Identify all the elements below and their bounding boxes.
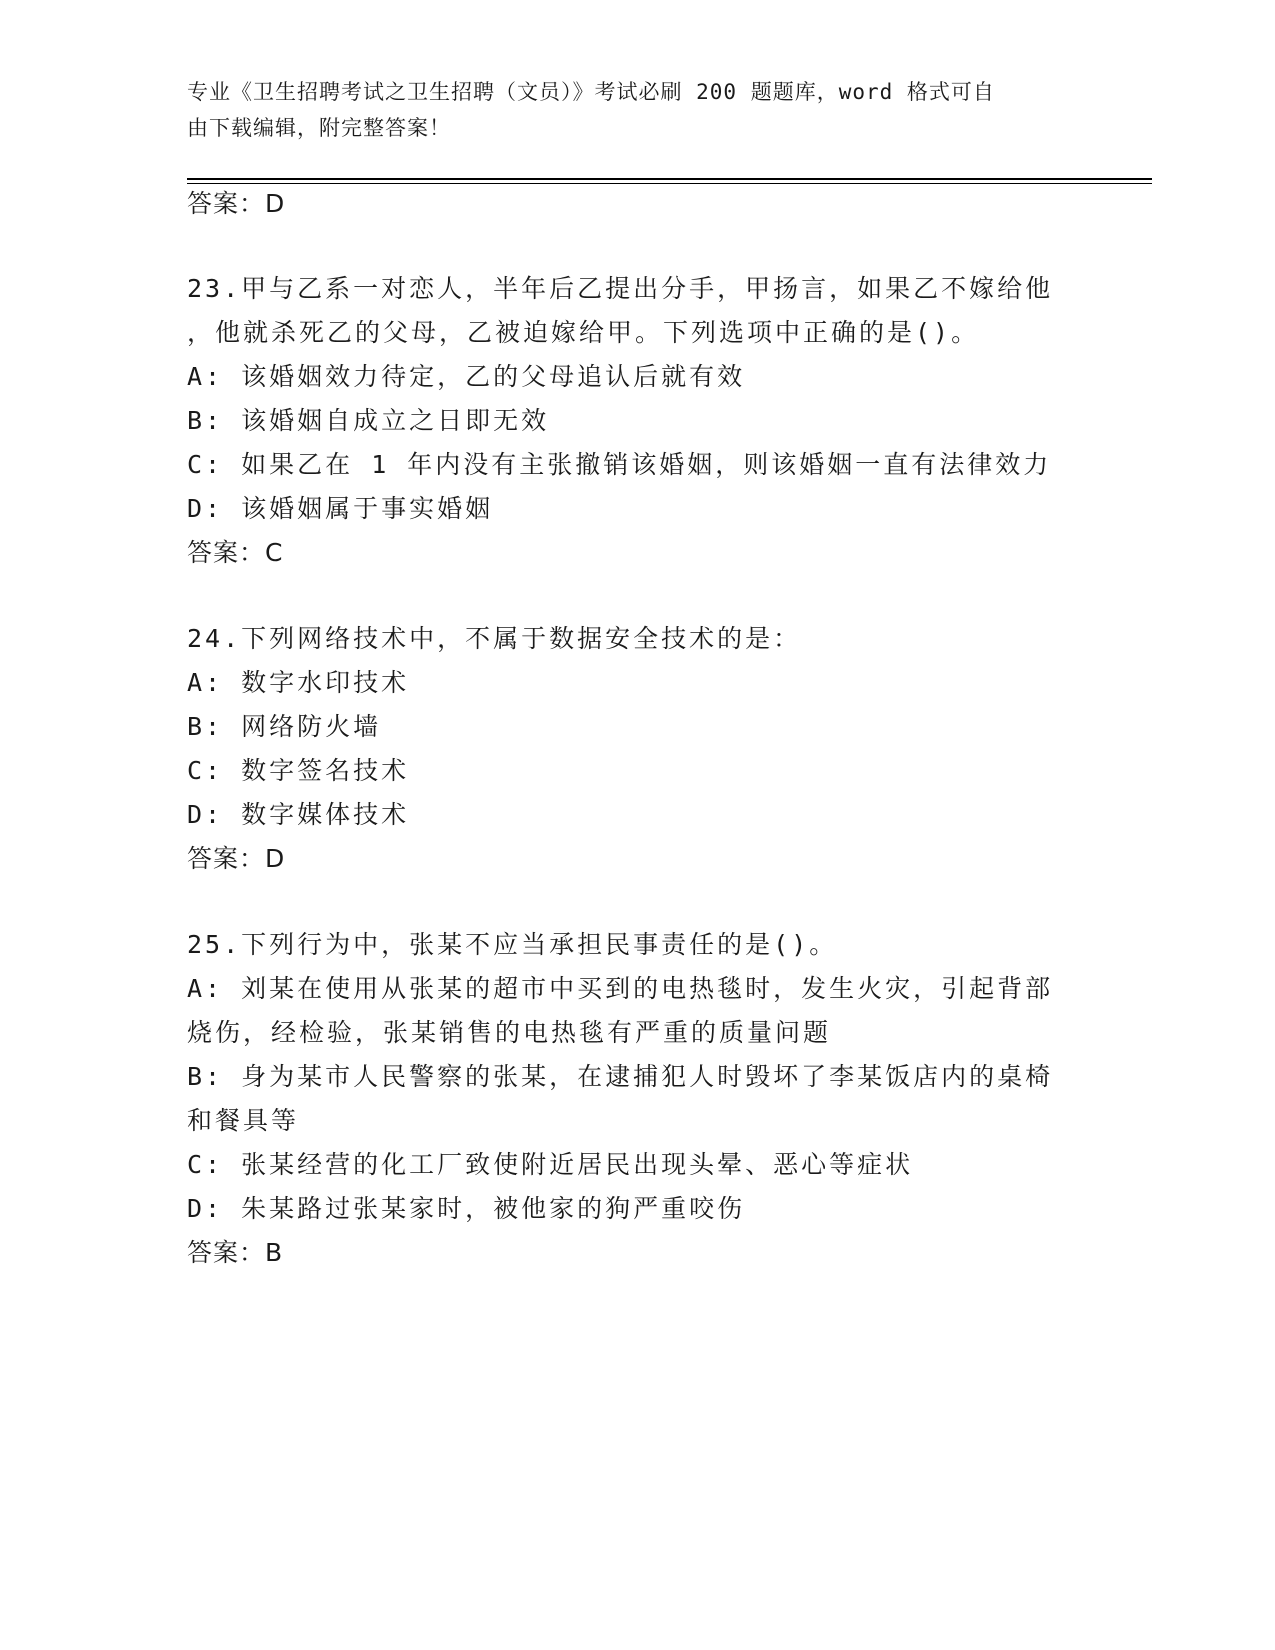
- q25-option-d: D: 朱某路过张某家时，被他家的狗严重咬伤: [187, 1194, 746, 1223]
- q25-option-c: C: 张某经营的化工厂致使附近居民出现头晕、恶心等症状: [187, 1150, 914, 1179]
- document-header: [187, 74, 1067, 146]
- q25-answer: 答案：B: [187, 1238, 284, 1267]
- q25-option-b-line-1: B: 身为某市人民警察的张某，在逮捕犯人时毁坏了李某饭店内的桌椅: [187, 1062, 1054, 1091]
- q25-option-a-line-1: A: 刘某在使用从张某的超市中买到的电热毯时，发生火灾，引起背部: [187, 974, 1054, 1003]
- q24-option-a: A: 数字水印技术: [187, 668, 410, 697]
- q25-option-a-line-2: 烧伤，经检验，张某销售的电热毯有严重的质量问题: [187, 1018, 832, 1047]
- q25-stem: 25.下列行为中，张某不应当承担民事责任的是()。: [187, 930, 838, 959]
- header-line-2: 由下载编辑，附完整答案！: [187, 116, 451, 140]
- answer-22: 答案：D: [187, 189, 286, 218]
- q23-stem-line-1: 23.甲与乙系一对恋人，半年后乙提出分手，甲扬言，如果乙不嫁给他: [187, 274, 1054, 303]
- q25-option-b-line-2: 和餐具等: [187, 1106, 300, 1135]
- q23-stem-line-2: ，他就杀死乙的父母，乙被迫嫁给甲。下列选项中正确的是()。: [187, 318, 980, 347]
- q23-option-b: B: 该婚姻自成立之日即无效: [187, 406, 550, 435]
- header-rule-thin: [187, 183, 1152, 184]
- q24-option-c: C: 数字签名技术: [187, 756, 410, 785]
- q24-answer: 答案：D: [187, 844, 286, 873]
- header-line-1: 专业《卫生招聘考试之卫生招聘（文员）》考试必刷 200 题题库，word 格式可自: [187, 80, 995, 104]
- q23-option-d: D: 该婚姻属于事实婚姻: [187, 494, 494, 523]
- q23-answer: 答案：C: [187, 538, 284, 567]
- header-rule-thick: [187, 178, 1152, 180]
- q24-option-b: B: 网络防火墙: [187, 712, 382, 741]
- q24-stem: 24.下列网络技术中，不属于数据安全技术的是：: [187, 624, 802, 653]
- q23-option-a: A: 该婚姻效力待定，乙的父母追认后就有效: [187, 362, 746, 391]
- q23-option-c: C: 如果乙在 1 年内没有主张撤销该婚姻，则该婚姻一直有法律效力: [187, 450, 1052, 479]
- q24-option-d: D: 数字媒体技术: [187, 800, 410, 829]
